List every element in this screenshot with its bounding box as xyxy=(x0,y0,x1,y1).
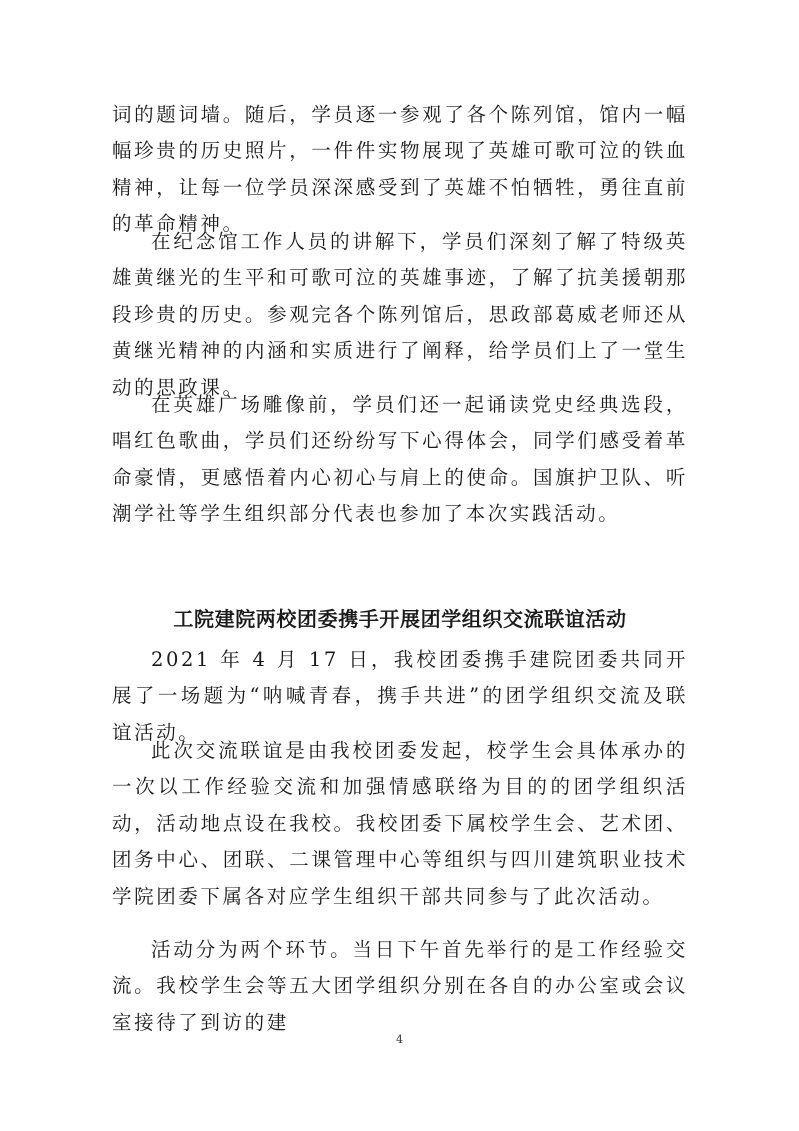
page-number: 4 xyxy=(396,1033,403,1046)
paragraph: 此次交流联谊是由我校团委发起，校学生会具体承办的一次以工作经验交流和加强情感联络为目的的团学组织活动，活动地点设在我校。我校团委下属校学生会、艺术团、团务中心、团联、二课管理中心等组织与四川建筑职业技术学院团委下属各对应学生组织干部共同参与了此次活动。 xyxy=(112,739,688,908)
paragraph: 2021 年 4 月 17 日，我校团委携手建院团委共同开展了一场题为“呐喊青春，携手共进”的团学组织交流及联谊活动。 xyxy=(112,648,688,744)
paragraph: 在纪念馆工作人员的讲解下，学员们深刻了解了特级英雄黄继光的生平和可歌可泣的英雄事迹，了解了抗美援朝那段珍贵的历史。参观完各个陈列馆后，思政部葛威老师还从黄继光精神的内涵和实质进行了阐释，给学员们上了一堂生动的思政课。 xyxy=(112,230,688,399)
article-title: 工院建院两校团委携手开展团学组织交流联谊活动 xyxy=(173,607,627,631)
paragraph: 活动分为两个环节。当日下午首先举行的是工作经验交流。我校学生会等五大团学组织分别在各自的办公室或会议室接待了到访的建 xyxy=(112,938,688,1034)
paragraph: 词的题词墙。随后，学员逐一参观了各个陈列馆，馆内一幅幅珍贵的历史照片，一件件实物展现了英雄可歌可泣的铁血精神，让每一位学员深深感受到了英雄不怕牺牲，勇往直前的革命精神。 xyxy=(112,103,688,236)
paragraph: 在英雄广场雕像前，学员们还一起诵读党史经典选段，唱红色歌曲，学员们还纷纷写下心得体会，同学们感受着革命豪情，更感悟着内心初心与肩上的使命。国旗护卫队、听潮学社等学生组织部分代表也参加了本次实践活动。 xyxy=(112,393,688,526)
